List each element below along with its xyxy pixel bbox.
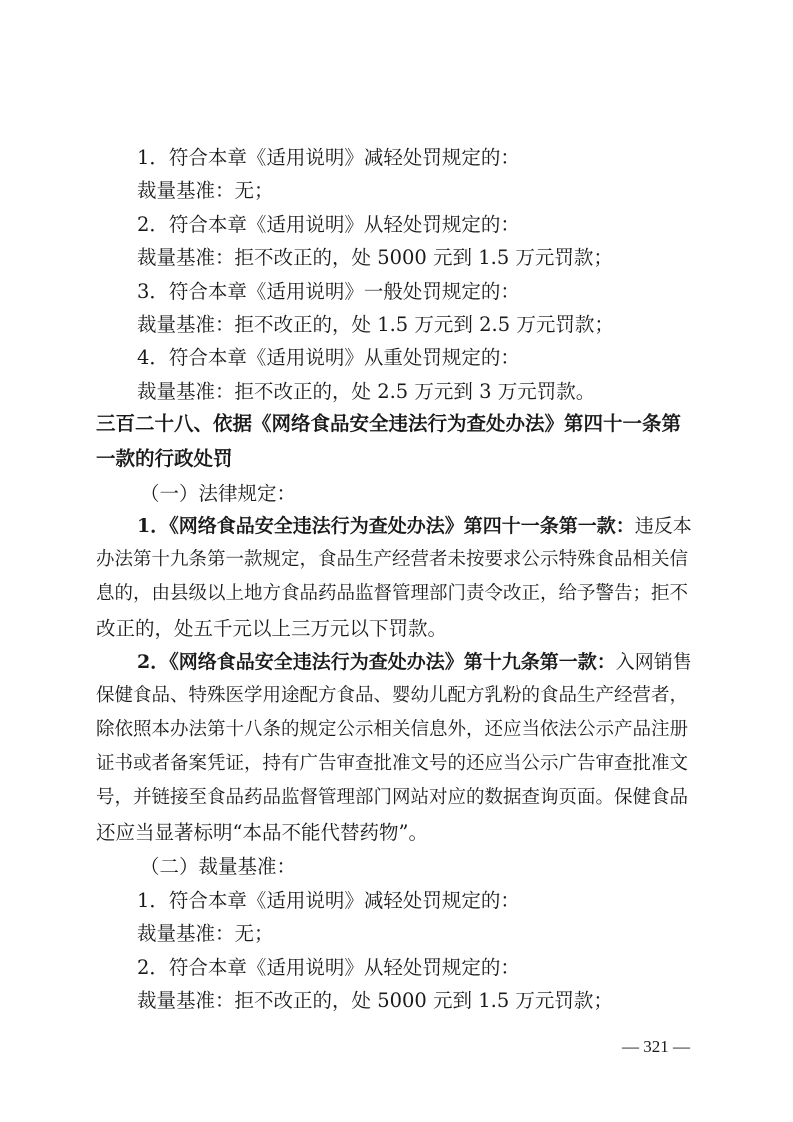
law-paragraph-2-line-3: 除依照本办法第十八条的规定公示相关信息外，还应当依法公示产品注册 — [96, 719, 689, 740]
law-paragraph-2-line-2: 保健食品、特殊医学用途配方食品、婴幼儿配方乳粉的食品生产经营者， — [96, 685, 689, 706]
section1-line-7: 4．符合本章《适用说明》从重处罚规定的： — [137, 346, 520, 369]
standard-line-1: 1．符合本章《适用说明》减轻处罚规定的： — [137, 889, 520, 912]
section1-line-1: 1．符合本章《适用说明》减轻处罚规定的： — [137, 146, 520, 169]
section1-line-5: 3．符合本章《适用说明》一般处罚规定的： — [137, 280, 520, 303]
article-heading-line-1: 三百二十八、依据《网络食品安全违法行为查处办法》第四十一条第 — [96, 412, 682, 435]
law-paragraph-1-line-1 — [137, 517, 692, 536]
standard-line-2: 裁量基准：无； — [137, 922, 274, 945]
law-paragraph-2-line-6: 还应当显著标明“本品不能代替药物”。 — [96, 821, 428, 844]
law-paragraph-2-lead: 入网销售 — [615, 651, 692, 673]
law-paragraph-2-citation: 2．《网络食品安全违法行为查处办法》第十九条第一款： — [137, 651, 616, 673]
section1-line-4: 裁量基准：拒不改正的，处 5000 元到 1.5 万元罚款； — [137, 246, 613, 269]
law-section-title: （一）法律规定： — [140, 482, 297, 505]
standard-section-title: （二）裁量基准： — [140, 855, 297, 878]
law-paragraph-2-line-1 — [137, 653, 692, 672]
law-paragraph-1-line-3: 息的，由县级以上地方食品药品监督管理部门责令改正，给予警告；拒不 — [96, 583, 689, 604]
law-paragraph-1-line-4: 改正的，处五千元以上三万元以下罚款。 — [96, 617, 448, 640]
standard-line-3: 2．符合本章《适用说明》从轻处罚规定的： — [137, 956, 520, 979]
law-paragraph-1-line-2: 办法第十九条第一款规定，食品生产经营者未按要求公示特殊食品相关信 — [96, 549, 689, 570]
page-number: — 321 — — [622, 1037, 690, 1056]
article-heading-line-2: 一款的行政处罚 — [96, 447, 233, 470]
law-paragraph-2-line-5: 号，并链接至食品药品监督管理部门网站对应的数据查询页面。保健食品 — [96, 787, 689, 808]
section1-line-2: 裁量基准：无； — [137, 179, 274, 202]
section1-line-8: 裁量基准：拒不改正的，处 2.5 万元到 3 万元罚款。 — [137, 380, 596, 403]
law-paragraph-1-lead: 违反本 — [634, 515, 692, 537]
section1-line-3: 2．符合本章《适用说明》从轻处罚规定的： — [137, 213, 520, 236]
law-paragraph-1-citation: 1．《网络食品安全违法行为查处办法》第四十一条第一款： — [137, 515, 635, 537]
standard-line-4: 裁量基准：拒不改正的，处 5000 元到 1.5 万元罚款； — [137, 989, 613, 1012]
law-paragraph-2-line-4: 证书或者备案凭证，持有广告审查批准文号的还应当公示广告审查批准文 — [96, 753, 689, 774]
section1-line-6: 裁量基准：拒不改正的，处 1.5 万元到 2.5 万元罚款； — [137, 313, 614, 336]
